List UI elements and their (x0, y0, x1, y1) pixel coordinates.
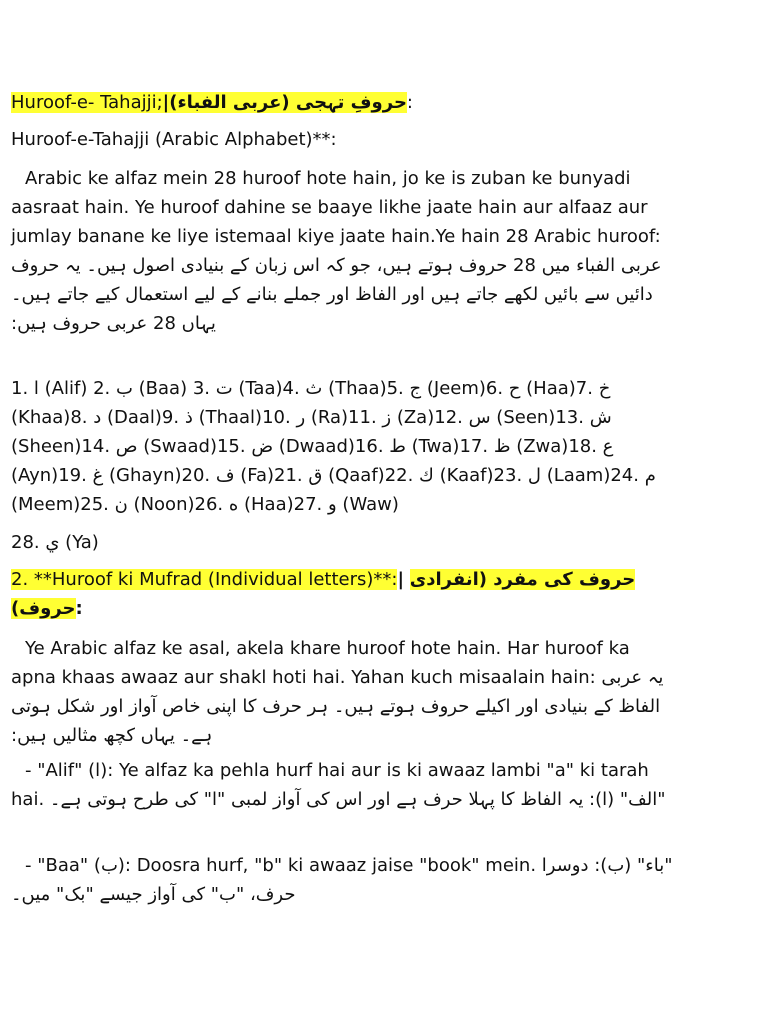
heading2-latin: 2. **Huroof ki Mufrad (Individual letters)**: (11, 569, 398, 590)
heading-huroof-e-tahajji (11, 88, 673, 117)
heading2-urdu: حروف کی مفرد (انفرادی حروف) (11, 569, 636, 619)
heading-latin: Huroof-e- Tahajji; (11, 92, 163, 113)
example-baa (11, 851, 673, 909)
bullet1-urdu-text: "الف" (ا): یہ الفاظ کا پہلا حرف ہے اور اس کی آواز لمبی "ا" کی طرح ہوتی ہے۔ (49, 789, 666, 810)
bullet2-urdu-text: "باء" (ب): دوسرا حرف، "ب" کی آواز جیسے "بک" میں۔ (11, 855, 673, 905)
bullet2-text: - "Baa" (ب): Doosra hurf, "b" ki awaaz jaise "book" mein. (25, 855, 537, 876)
example-alif (11, 756, 673, 814)
bullet1-text: - "Alif" (ا): Ye alfaz ka pehla hurf hai aur is ki awaaz lambi "a" ki tarah hai. (11, 760, 649, 810)
intro-text: Arabic ke alfaz mein 28 huroof hote hain, jo ke is zuban ke bunyadi aasraat hain. Ye huroof dahine se baaye likhe jaate hain aur alfaaz aur jumlay banane ke liye istemaal kiye jaate hain.Ye hain 28 Arabic huroof: (11, 168, 661, 247)
subheading-arabic-alphabet: Huroof-e-Tahajji (Arabic Alphabet)**: (11, 129, 337, 150)
para2-urdu-text: یہ عربی الفاظ کے بنیادی اور اکیلے حروف ہوتے ہیں۔ ہر حرف کا اپنی خاص آواز اور شکل ہوتی ہے۔ یہاں کچھ مثالیں ہیں: (11, 667, 664, 746)
heading-individual-letters (11, 565, 673, 623)
paragraph-individual-letters (11, 634, 673, 750)
heading-urdu: حروفِ تہجی (عربی الفباء) (169, 92, 407, 113)
letters-list: 1. ا (Alif) 2. ب (Baa) 3. ت (Taa)4. ث (Thaa)5. ج (Jeem)6. ح (Haa)7. خ (Khaa)8. د (Daal)9. ذ (Thaal)10. ر (Ra)11. ز (Za)12. س (Seen)13. ش (Sheen)14. ص (Swaad)15. ض (Dwaad)16. ط (Twa)17. ظ (Zwa)18. ع (Ayn)19. غ (Ghayn)20. ف (Fa)21. ق (Qaaf)22. ك (Kaaf)23. ل (Laam)24. م (Meem)25. ن (Noon)26. ه (Haa)27. و (Waw) (11, 378, 656, 515)
intro-paragraph (11, 164, 673, 338)
para2-text: Ye Arabic alfaz ke asal, akela khare huroof hote hain. Har huroof ka apna khaas awaaz aur shakl hoti hai. Yahan kuch misaalain hain: (11, 638, 630, 688)
heading2-colon: : (75, 598, 83, 619)
intro-urdu-text: عربی الفباء میں 28 حروف ہوتے ہیں، جو کہ اس زبان کے بنیادی اصول ہیں۔ یہ حروف دائیں سے بائیں لکھے جاتے ہیں اور الفاظ اور جملے بنانے کے لیے استعمال کیے جاتے ہیں۔ یہاں 28 عربی حروف ہیں: (11, 255, 662, 334)
heading-colon: : (406, 92, 413, 113)
heading-separator: | (162, 92, 170, 113)
letters-list-last: 28. ي (Ya) (11, 532, 99, 553)
heading2-separator: | (397, 569, 405, 590)
